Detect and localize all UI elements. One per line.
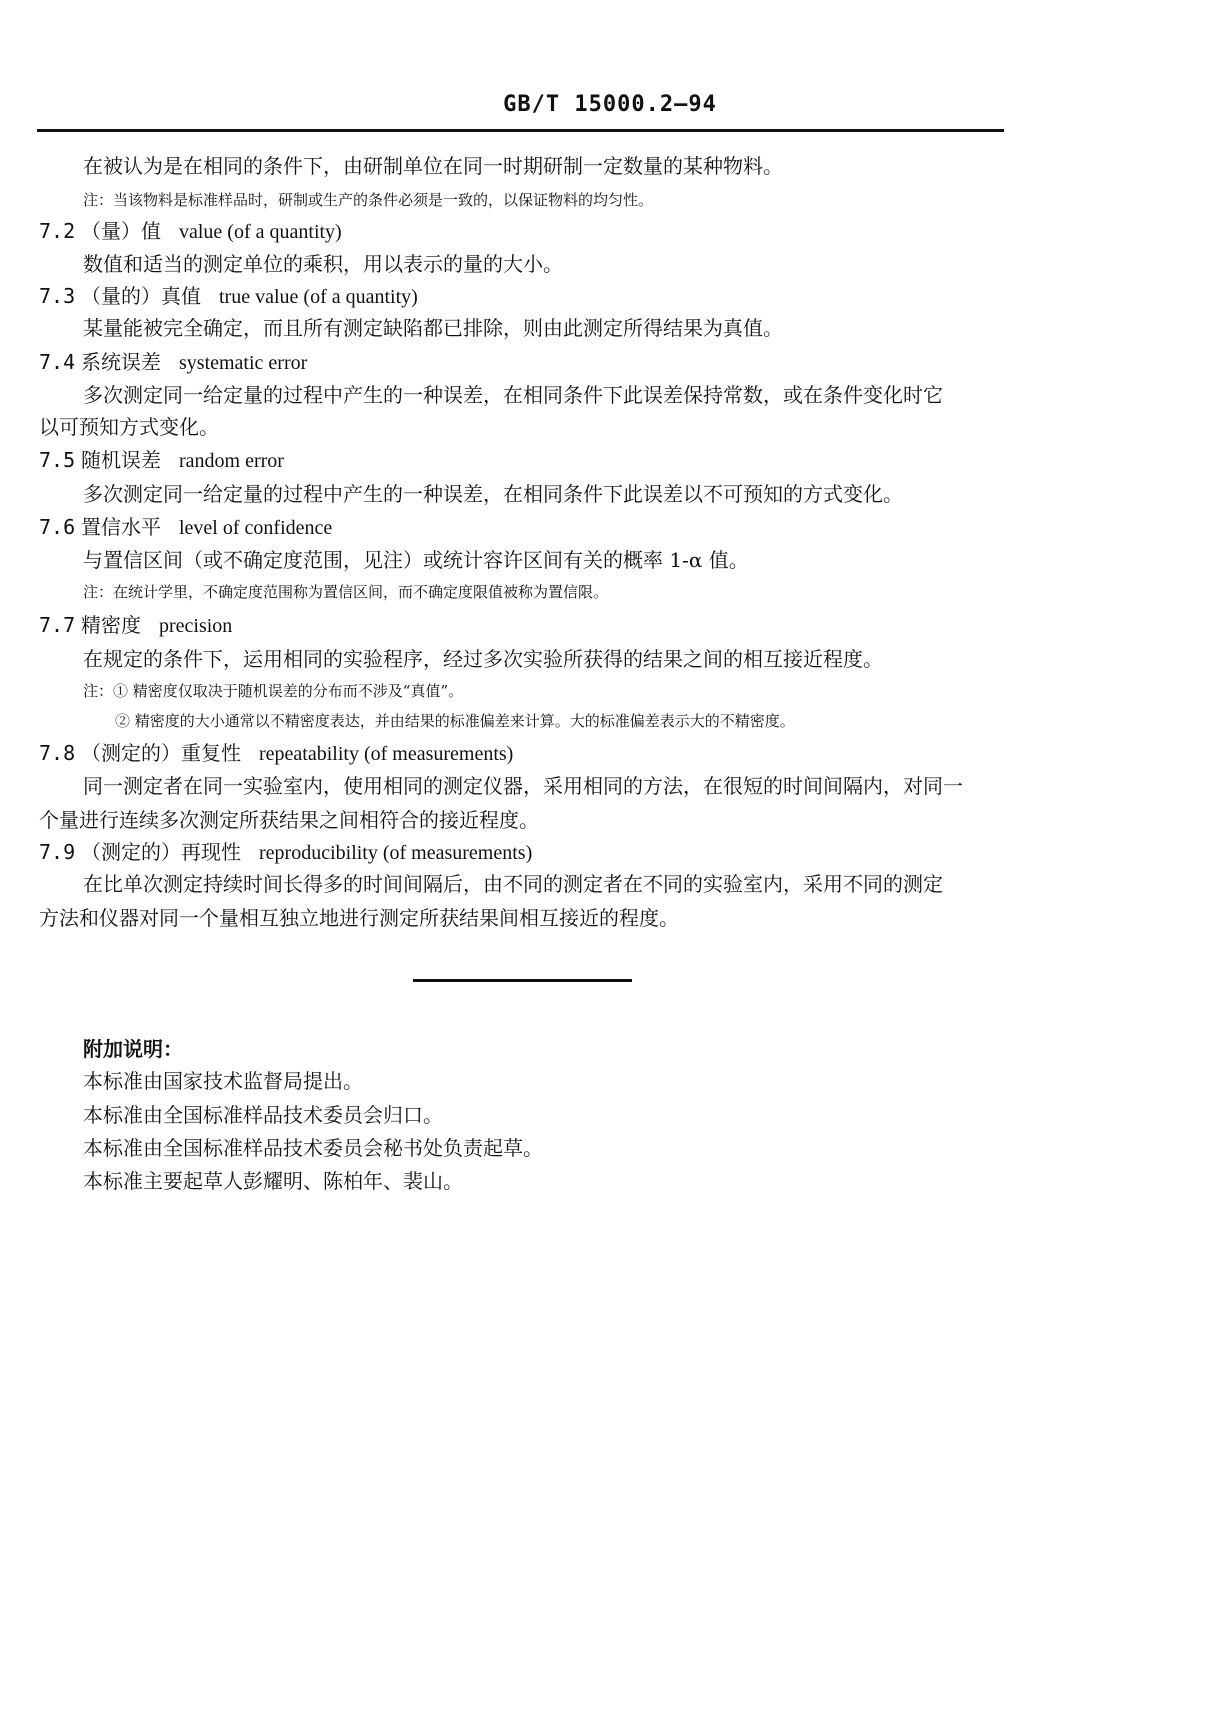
paragraph: 与置信区间（或不确定度范围，见注）或统计容许区间有关的概率 1-α 值。 bbox=[83, 548, 749, 572]
term-en: random error bbox=[179, 450, 284, 472]
appendix-item: 本标准由全国标准样品技术委员会秘书处负责起草。 bbox=[83, 1136, 543, 1160]
paragraph: 同一测定者在同一实验室内，使用相同的测定仪器，采用相同的方法，在很短的时间间隔内，对同一 bbox=[83, 774, 963, 798]
paragraph: 多次测定同一给定量的过程中产生的一种误差，在相同条件下此误差以不可预知的方式变化。 bbox=[83, 482, 903, 506]
term-en: true value (of a quantity) bbox=[219, 286, 418, 308]
term-zh: （量的）真值 bbox=[81, 284, 201, 308]
section-number: 7.7 bbox=[39, 613, 76, 637]
paragraph: 以可预知方式变化。 bbox=[39, 415, 219, 439]
paragraph: 多次测定同一给定量的过程中产生的一种误差，在相同条件下此误差保持常数，或在条件变化时它 bbox=[83, 383, 943, 407]
appendix-title-text: 附加说明： bbox=[83, 1037, 183, 1061]
section-heading-7-7 bbox=[39, 613, 232, 638]
section-number: 7.4 bbox=[39, 350, 76, 374]
paragraph: 在规定的条件下，运用相同的实验程序，经过多次实验所获得的结果之间的相互接近程度。 bbox=[83, 647, 883, 671]
paragraph: 方法和仪器对同一个量相互独立地进行测定所获结果间相互接近的程度。 bbox=[39, 906, 679, 930]
section-number: 7.2 bbox=[39, 219, 76, 243]
section-number: 7.5 bbox=[39, 448, 76, 472]
term-zh: 系统误差 bbox=[81, 350, 161, 374]
appendix-item: 本标准由国家技术监督局提出。 bbox=[83, 1069, 363, 1093]
appendix-title bbox=[83, 1037, 183, 1061]
note: 注：在统计学里，不确定度范围称为置信区间，而不确定度限值被称为置信限。 bbox=[83, 583, 609, 601]
paragraph: 在比单次测定持续时间长得多的时间间隔后，由不同的测定者在不同的实验室内，采用不同的测定 bbox=[83, 872, 943, 896]
note: ② 精密度的大小通常以不精密度表达，并由结果的标准偏差来计算。大的标准偏差表示大的不精密度。 bbox=[115, 712, 795, 730]
section-number: 7.9 bbox=[39, 840, 76, 864]
paragraph: 数值和适当的测定单位的乘积，用以表示的量的大小。 bbox=[83, 252, 563, 276]
section-heading-7-3 bbox=[39, 284, 418, 309]
document-header: GB/T 15000.2—94 bbox=[503, 92, 717, 117]
section-number: 7.8 bbox=[39, 741, 76, 765]
term-en: precision bbox=[159, 615, 233, 637]
term-zh: 置信水平 bbox=[81, 515, 161, 539]
note: 注：当该物料是标准样品时，研制或生产的条件必须是一致的，以保证物料的均匀性。 bbox=[83, 191, 654, 209]
term-en: repeatability (of measurements) bbox=[259, 743, 514, 765]
end-rule bbox=[413, 979, 632, 982]
term-zh: 精密度 bbox=[81, 613, 141, 637]
note: 注：① 精密度仅取决于随机误差的分布而不涉及“真值”。 bbox=[83, 682, 464, 700]
term-en: systematic error bbox=[179, 352, 308, 374]
section-heading-7-9 bbox=[39, 840, 532, 865]
paragraph: 某量能被完全确定，而且所有测定缺陷都已排除，则由此测定所得结果为真值。 bbox=[83, 316, 783, 340]
section-number: 7.3 bbox=[39, 284, 76, 308]
header-rule bbox=[37, 129, 1004, 132]
section-number: 7.6 bbox=[39, 515, 76, 539]
term-zh: （测定的）重复性 bbox=[81, 741, 241, 765]
term-zh: 随机误差 bbox=[81, 448, 161, 472]
term-zh: （测定的）再现性 bbox=[81, 840, 241, 864]
section-heading-7-5 bbox=[39, 448, 284, 473]
section-heading-7-2 bbox=[39, 219, 342, 244]
term-en: value (of a quantity) bbox=[179, 221, 342, 243]
term-en: level of confidence bbox=[179, 517, 333, 539]
appendix-item: 本标准由全国标准样品技术委员会归口。 bbox=[83, 1103, 443, 1127]
term-zh: （量）值 bbox=[81, 219, 161, 243]
section-heading-7-4 bbox=[39, 350, 307, 375]
appendix-item: 本标准主要起草人彭耀明、陈柏年、裴山。 bbox=[83, 1169, 463, 1193]
paragraph: 在被认为是在相同的条件下，由研制单位在同一时期研制一定数量的某种物料。 bbox=[83, 154, 783, 178]
term-en: reproducibility (of measurements) bbox=[259, 842, 533, 864]
section-heading-7-8 bbox=[39, 741, 513, 766]
paragraph: 个量进行连续多次测定所获结果之间相符合的接近程度。 bbox=[39, 808, 539, 832]
section-heading-7-6 bbox=[39, 515, 332, 540]
